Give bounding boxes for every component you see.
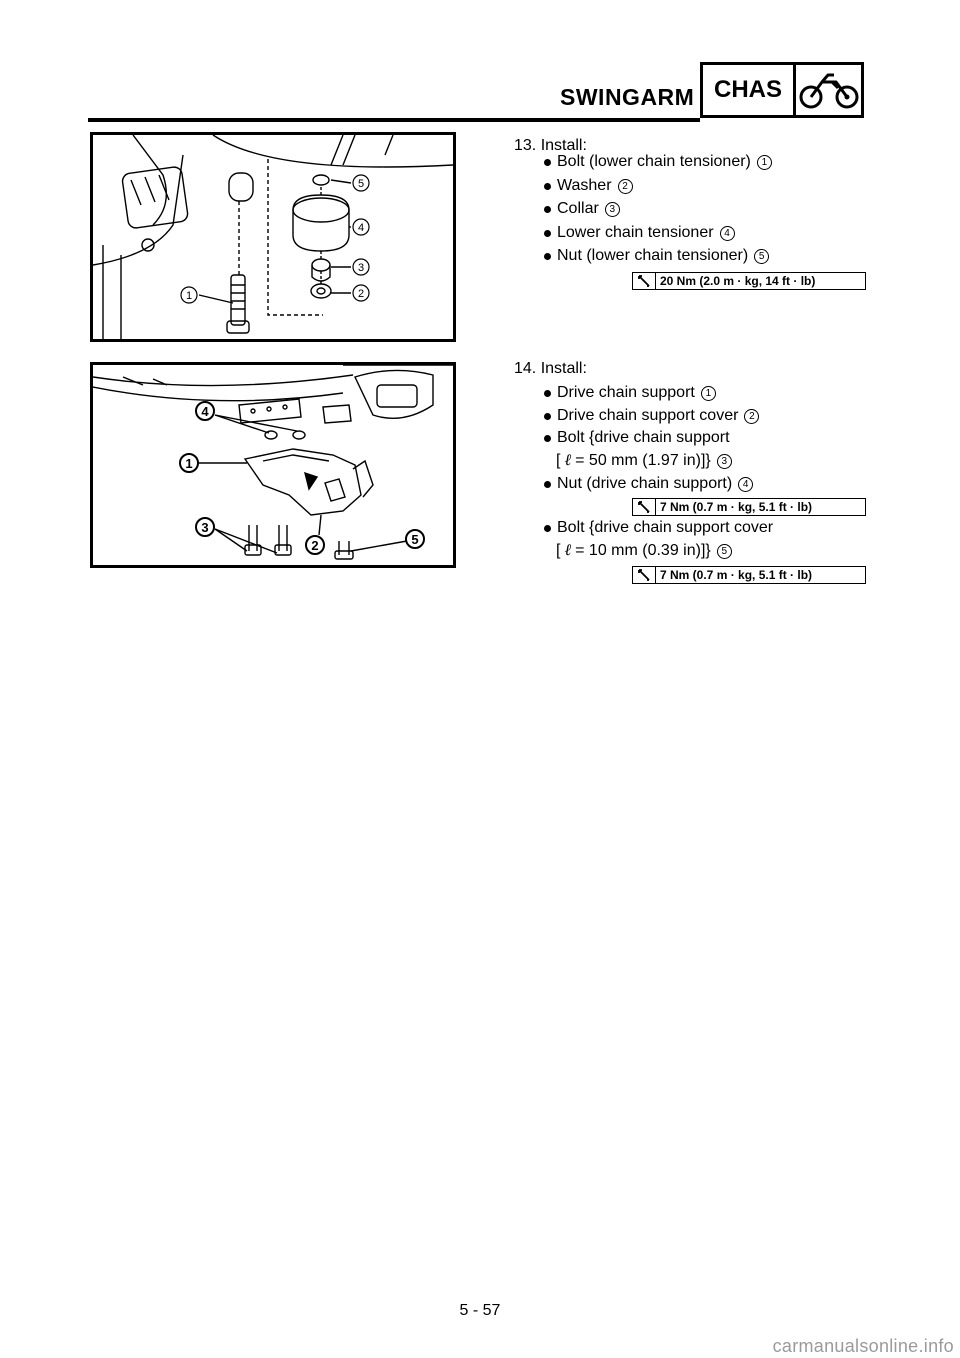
bullet (544, 481, 551, 488)
step-13-item (544, 200, 620, 218)
item-text: Bolt (lower chain tensioner) (557, 153, 751, 170)
chapter-label: CHAS (703, 65, 796, 115)
svg-text:5: 5 (411, 532, 419, 547)
bullet (544, 206, 551, 213)
bullet (544, 230, 551, 237)
figure2-callout-3 (196, 518, 214, 536)
callout-number: 1 (701, 386, 716, 401)
item-text: Bolt {drive chain support cover (557, 519, 774, 536)
item-text: Nut (lower chain tensioner) (557, 247, 749, 264)
bullet (544, 253, 551, 260)
bullet (544, 525, 551, 532)
item-text: Lower chain tensioner (557, 224, 714, 241)
callout-number: 5 (717, 544, 732, 559)
svg-text:2: 2 (311, 538, 319, 553)
chapter-tab (700, 62, 864, 118)
length-spec (556, 452, 732, 470)
figure2-callout-2 (306, 536, 324, 554)
torque-value: 7 Nm (0.7 m · kg, 5.1 ft · lb) (660, 500, 813, 514)
step-13-heading: 13. Install: (514, 137, 587, 154)
figure-drive-chain-support (90, 362, 456, 568)
section-title: SWINGARM (560, 84, 695, 110)
bracket-open: [ (556, 452, 561, 469)
bullet (544, 159, 551, 166)
step-14-item (544, 384, 716, 402)
callout-number: 3 (717, 454, 732, 469)
callout-number: 1 (757, 155, 772, 170)
length-value: = 10 mm (0.39 in)]} (575, 542, 711, 559)
callout-number: 5 (754, 249, 769, 264)
step-14-heading: 14. Install: (514, 360, 587, 377)
torque-value: 20 Nm (2.0 m · kg, 14 ft · lb) (660, 274, 816, 288)
item-text: Collar (557, 200, 599, 217)
wrench-icon (633, 273, 656, 289)
figure2-callout-5 (406, 530, 424, 548)
step-13-item (544, 224, 735, 242)
length-spec (556, 542, 732, 560)
bullet (544, 183, 551, 190)
step-14-item (544, 519, 773, 537)
svg-text:3: 3 (201, 520, 209, 535)
callout-number: 2 (744, 409, 759, 424)
item-text: Drive chain support (557, 384, 695, 401)
wrench-icon (633, 499, 656, 515)
figure2-callout-1 (180, 454, 198, 472)
svg-text:4: 4 (357, 222, 365, 234)
figure1-callout-4 (353, 219, 369, 235)
step-14-item (544, 475, 753, 493)
bullet (544, 390, 551, 397)
item-text: Bolt {drive chain support (557, 429, 730, 446)
figure1-callout-1 (181, 287, 197, 303)
figure1-callout-2 (353, 285, 369, 301)
step-14-item (544, 407, 759, 425)
step-14-item (544, 429, 730, 447)
svg-text:1: 1 (185, 456, 193, 471)
callout-number: 2 (618, 179, 633, 194)
page-number: 5 - 57 (459, 1302, 501, 1319)
callout-number: 4 (720, 226, 735, 241)
bullet (544, 435, 551, 442)
callout-number: 3 (605, 202, 620, 217)
figure-lower-chain-tensioner (90, 132, 456, 342)
length-symbol-icon: ℓ (564, 452, 572, 469)
svg-text:2: 2 (357, 288, 365, 300)
item-text: Drive chain support cover (557, 407, 739, 424)
step-13-item (544, 247, 769, 265)
torque-value: 7 Nm (0.7 m · kg, 5.1 ft · lb) (660, 568, 813, 582)
svg-text:5: 5 (357, 178, 365, 190)
callout-number: 4 (738, 477, 753, 492)
torque-spec (632, 498, 866, 516)
bullet (544, 413, 551, 420)
header-rule (88, 118, 700, 122)
figure2-callout-4 (196, 402, 214, 420)
item-text: Washer (557, 177, 612, 194)
step-13-item (544, 153, 772, 171)
length-value: = 50 mm (1.97 in)]} (575, 452, 711, 469)
bracket-open: [ (556, 542, 561, 559)
item-text: Nut (drive chain support) (557, 475, 733, 492)
svg-text:4: 4 (201, 404, 209, 419)
torque-spec (632, 566, 866, 584)
torque-spec (632, 272, 866, 290)
wrench-icon (633, 567, 656, 583)
watermark-link[interactable]: carmanualsonline.info (772, 1336, 954, 1356)
svg-text:3: 3 (357, 262, 365, 274)
motorcycle-icon (796, 65, 861, 115)
length-symbol-icon: ℓ (564, 542, 572, 559)
step-13-item (544, 177, 633, 195)
figure1-callout-3 (353, 259, 369, 275)
figure1-callout-5 (353, 175, 369, 191)
svg-text:1: 1 (185, 290, 193, 302)
